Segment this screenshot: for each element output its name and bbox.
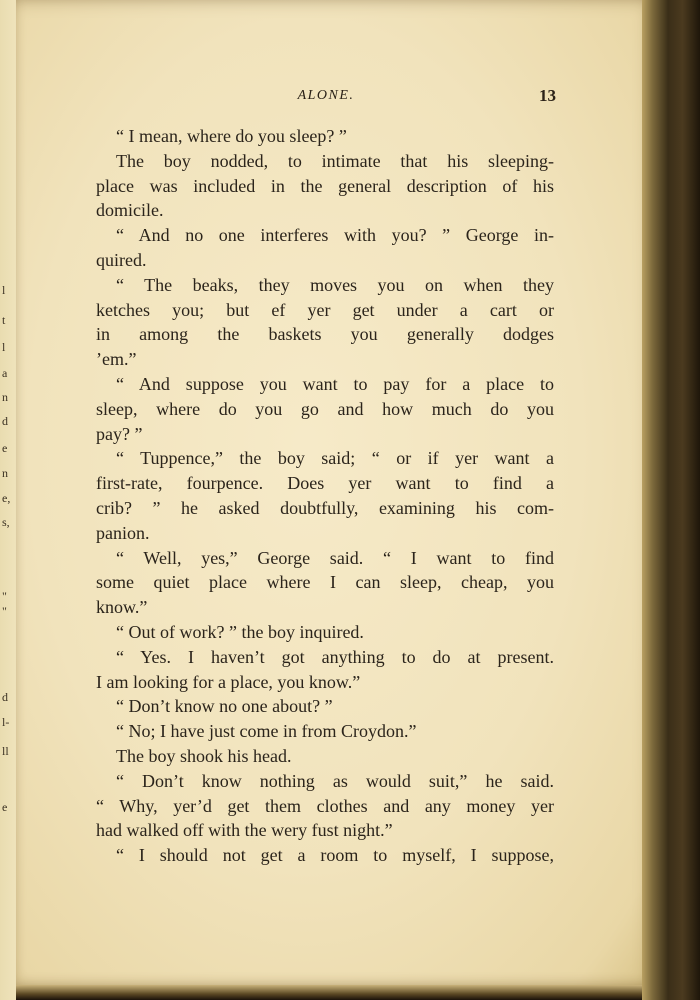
previous-page-fragment: s, [2, 515, 10, 529]
text-line: place was included in the general description of his [96, 175, 554, 196]
previous-page-fragment: " [2, 604, 7, 618]
text-line: “ I mean, where do you sleep? ” [116, 126, 347, 146]
previous-page-fragment: n [2, 466, 8, 480]
text-line: some quiet place where I can sleep, cheap, you [96, 572, 554, 593]
text-line: I am looking for a place, you know.” [96, 671, 361, 692]
previous-page-fragment: a [2, 366, 8, 380]
text-line: had walked off with the wery fust night.” [96, 820, 393, 841]
text-line: panion. [96, 522, 150, 543]
previous-page-fragment: l- [2, 715, 10, 729]
page-number: 13 [539, 86, 556, 105]
previous-page-fragment: d [2, 690, 8, 704]
previous-page-fragment: l [2, 340, 6, 354]
body-text [96, 124, 554, 868]
previous-page-fragment: t [2, 313, 6, 327]
text-line: “ The beaks, they moves you on when they [116, 274, 554, 295]
running-header [96, 88, 556, 112]
text-line: in among the baskets you generally dodges [96, 324, 554, 345]
text-line: “ Don’t know no one about? ” [116, 696, 333, 717]
text-line: sleep, where do you go and how much do you [96, 398, 554, 419]
text-line: “ Tuppence,” the boy said; “ or if yer want a [116, 448, 554, 469]
text-line: domicile. [96, 200, 164, 221]
running-header-title: ALONE. [297, 88, 355, 103]
text-line: ketches you; but ef yer get under a cart or [96, 299, 554, 320]
text-line: “ Out of work? ” the boy inquired. [116, 621, 364, 642]
text-line: The boy nodded, to intimate that his sleeping- [116, 150, 554, 171]
text-line: crib? ” he asked doubtfully, examining his com- [96, 497, 554, 518]
text-line: “ Yes. I haven’t got anything to do at present. [116, 646, 554, 667]
page-bottom-edge [16, 985, 660, 1000]
previous-page-fragment: " [2, 589, 7, 603]
book-spine [642, 0, 700, 1000]
text-line: first-rate, fourpence. Does yer want to find a [96, 473, 554, 494]
text-line: “ Don’t know nothing as would suit,” he said. [116, 770, 554, 791]
previous-page-fragment: e [2, 441, 8, 455]
previous-page-fragment: ll [2, 744, 9, 758]
previous-page-fragment: d [2, 414, 8, 428]
text-line: “ Well, yes,” George said. “ I want to find [116, 547, 554, 568]
text-line: quired. [96, 249, 147, 270]
text-line: ’em.” [96, 349, 137, 370]
text-line: know.” [96, 597, 148, 618]
text-line: “ And suppose you want to pay for a place to [116, 373, 554, 394]
previous-page-fragment: e, [2, 491, 11, 505]
text-line: “ And no one interferes with you? ” George in- [116, 225, 554, 246]
previous-page-fragment: e [2, 800, 8, 814]
text-line: “ No; I have just come in from Croydon.” [116, 721, 417, 742]
previous-page-fragment: n [2, 390, 8, 404]
previous-page-fragment: l [2, 283, 6, 297]
text-line: “ I should not get a room to myself, I suppose, [116, 845, 554, 866]
text-line: “ Why, yer’d get them clothes and any money yer [96, 795, 554, 816]
text-line: pay? ” [96, 423, 143, 444]
text-line: The boy shook his head. [116, 745, 292, 766]
